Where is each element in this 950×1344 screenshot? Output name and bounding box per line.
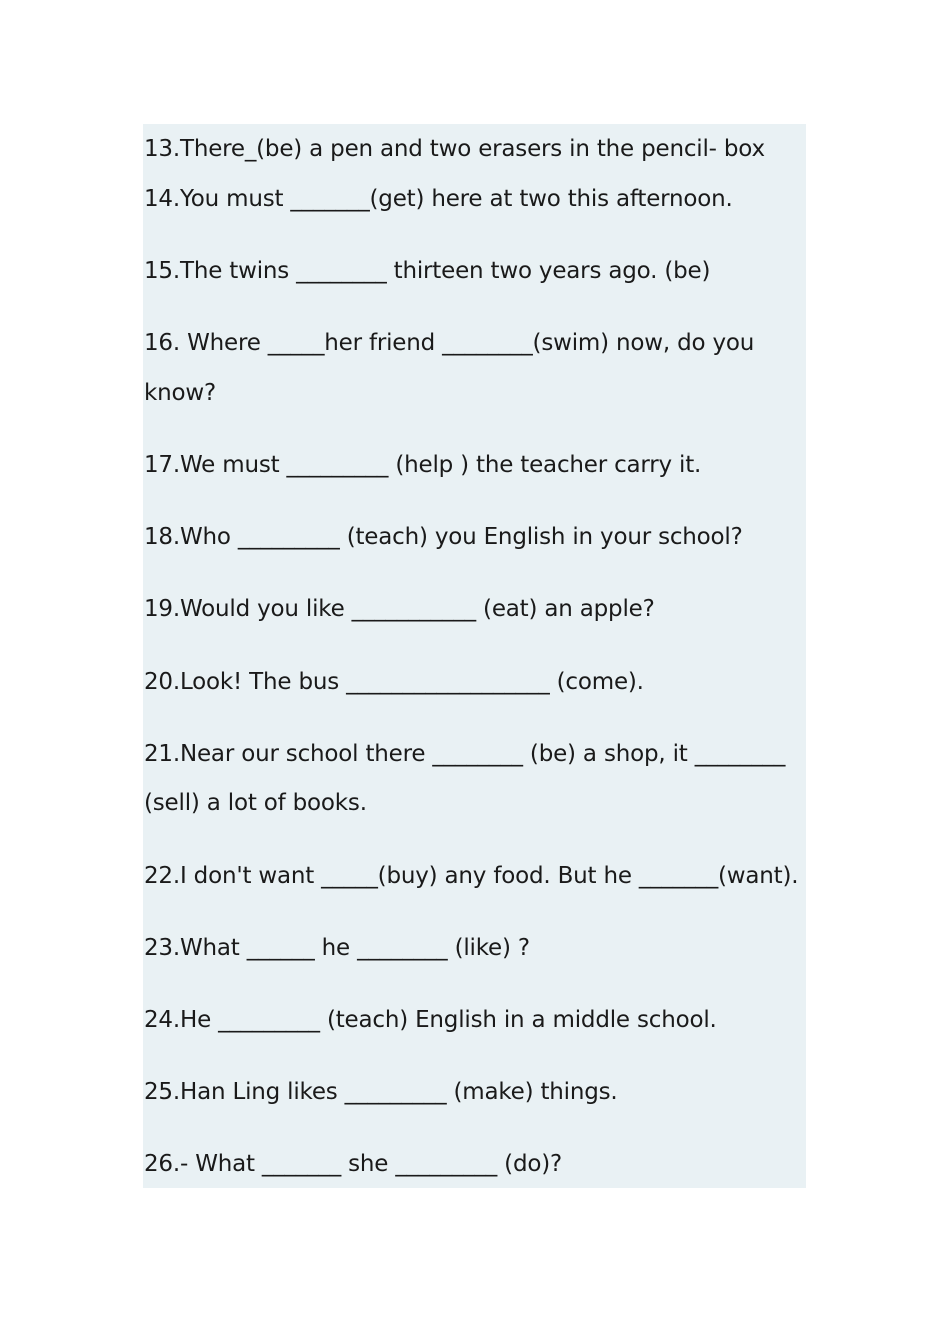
exercise-line-19: 19.Would you like ___________ (eat) an apple? — [144, 596, 655, 622]
exercise-line-25: 25.Han Ling likes _________ (make) things. — [144, 1079, 618, 1105]
exercise-line-15: 15.The twins ________ thirteen two years ago. (be) — [144, 258, 711, 284]
exercise-line-22: 22.I don't want _____(buy) any food. But he _______(want). — [144, 863, 799, 889]
exercise-line-17: 17.We must _________ (help ) the teacher carry it. — [144, 452, 702, 478]
exercise-line-14: 14.You must _______(get) here at two this afternoon. — [144, 186, 733, 212]
exercise-line-21-continued: (sell) a lot of books. — [144, 790, 367, 816]
exercise-line-26: 26.- What _______ she _________ (do)? — [144, 1151, 562, 1177]
exercise-line-24: 24.He _________ (teach) English in a middle school. — [144, 1007, 717, 1033]
exercise-line-23: 23.What ______ he ________ (like) ? — [144, 935, 530, 961]
exercise-line-20: 20.Look! The bus __________________ (come). — [144, 669, 644, 695]
exercise-line-21: 21.Near our school there ________ (be) a shop, it ________ — [144, 741, 786, 767]
exercise-line-18: 18.Who _________ (teach) you English in your school? — [144, 524, 743, 550]
exercise-line-16: 16. Where _____her friend ________(swim) now, do you — [144, 330, 755, 356]
exercise-line-13: 13.There_(be) a pen and two erasers in the pencil- box — [144, 136, 765, 162]
exercise-line-16-continued: know? — [144, 380, 216, 406]
